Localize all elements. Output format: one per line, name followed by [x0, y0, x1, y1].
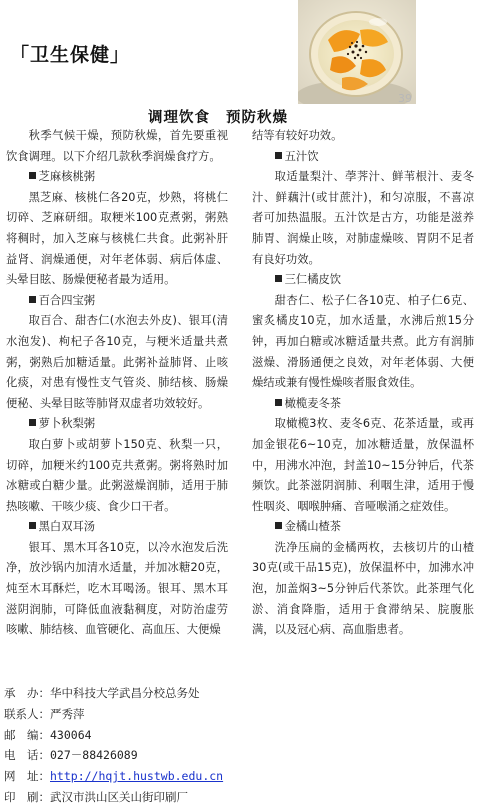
- imprint-value: 武汉市洪山区关山街印刷厂: [50, 789, 188, 804]
- right-column: [252, 126, 474, 641]
- recipe-heading-text: 百合四宝粥: [38, 293, 96, 307]
- recipe-paragraph: 甜杏仁、松子仁各10克、柏子仁6克、蜜炙橘皮10克，加水适量，水沸后煎15分钟，再加白糖或冰糖适量共煮。此方有润肺滋燥、滑肠通便之良效，对年老体弱、大便燥结或兼有慢性燥咳者服食效佳。: [252, 293, 474, 390]
- recipe-heading: [6, 414, 228, 435]
- square-bullet-icon: [275, 399, 282, 406]
- article-title-part2: 预防秋燥: [226, 109, 288, 126]
- page-number: 39: [398, 92, 412, 105]
- imprint-block: [4, 683, 223, 808]
- imprint-printer: [4, 787, 223, 808]
- recipe-paragraph: 取白萝卜或胡萝卜150克、秋梨一只，切碎，加粳米约100克共煮粥。粥将熟时加冰糖或白糖少量。此粥滋燥润肺，适用于肺热咳嗽、干咳少痰、食少口干者。: [6, 437, 228, 513]
- dessert-illustration: [298, 0, 416, 104]
- left-column: [6, 126, 228, 641]
- imprint-value: 严秀萍: [50, 706, 85, 721]
- intro-paragraph: 秋季气候干燥，预防秋燥，首先要重视饮食调理。以下介绍几款秋季润燥食疗方。: [6, 129, 228, 163]
- recipe-heading-text: 黑白双耳汤: [38, 520, 96, 534]
- imprint-value: 430064: [50, 727, 92, 742]
- recipe-paragraph: 取橄榄3枚、麦冬6克、花茶适量，或再加金银花6~10克，加冰糖适量，放保温杯中，用沸水冲泡，封盖10~15分钟后，代茶频饮。此茶滋阴润肺、利咽生津，适用于慢性咽炎、咽喉肿痛、音哑喉涌之症效佳。: [252, 417, 474, 513]
- recipe-heading-text: 萝卜秋梨粥: [38, 417, 96, 431]
- recipe-heading: [6, 291, 228, 312]
- imprint-phone: [4, 745, 223, 766]
- recipe-heading-text: 橄榄麦冬茶: [284, 396, 342, 410]
- recipe-heading-text: 五汁饮: [284, 149, 319, 163]
- recipe-paragraph: 黑芝麻、核桃仁各20克，炒熟，将桃仁切碎、芝麻研细。取粳米100克煮粥，粥熟将稠时，加入芝麻与核桃仁共食。此粥补肝益肾、润燥通便，对年老体弱、病后体虚、头晕目眩、肠燥便秘者最为适用。: [6, 190, 228, 287]
- square-bullet-icon: [275, 275, 282, 282]
- continued-paragraph: 结等有较好功效。: [252, 129, 343, 142]
- article-title-part1: 调理饮食: [148, 109, 210, 126]
- square-bullet-icon: [29, 522, 36, 529]
- recipe-paragraph: 洗净压扁的金橘两枚，去核切片的山楂30克(或干品15克)，放保温杯中，加沸水冲泡，加盖焖3~5分钟后代茶饮。此茶理气化淤、消食降脂，适用于食滞纳呆、脘腹胀满，以及冠心病、高血脂患者。: [252, 540, 474, 637]
- recipe-heading-text: 三仁橘皮饮: [284, 273, 342, 287]
- imprint-contact: [4, 704, 223, 725]
- recipe-paragraph: 银耳、黑木耳各10克，以冷水泡发后洗净，放沙锅内加清水适量，并加冰糖20克，炖至木耳酥烂，吃木耳喝汤。银耳、黑木耳滋阴润肺，可降低血液黏稠度，对防治虚劳咳嗽、肺结核、血管硬化、高血压、大便燥: [6, 540, 228, 637]
- square-bullet-icon: [29, 419, 36, 426]
- recipe-paragraph: 取适量梨汁、荸荠汁、鲜苇根汁、麦冬汁、鲜藕汁(或甘蔗汁)，和匀凉服，不喜凉者可加热温服。五汁饮是古方，功能是滋养肺胃、润燥止咳，对肺虚燥咳、胃阴不足者有良好功效。: [252, 170, 474, 266]
- article-title: [148, 106, 288, 127]
- square-bullet-icon: [275, 152, 282, 159]
- website-link[interactable]: http://hqjt.hustwb.edu.cn: [50, 769, 224, 784]
- imprint-organizer: [4, 683, 223, 704]
- imprint-label: 电 话：: [4, 748, 50, 763]
- recipe-heading: [252, 270, 474, 291]
- square-bullet-icon: [29, 296, 36, 303]
- recipe-heading: [6, 517, 228, 538]
- square-bullet-icon: [29, 172, 36, 179]
- imprint-label: 邮 编：: [4, 727, 50, 742]
- imprint-website: [4, 766, 223, 787]
- recipe-heading: [252, 394, 474, 415]
- square-bullet-icon: [275, 522, 282, 529]
- imprint-label: 网 址：: [4, 769, 50, 784]
- imprint-label: 印 刷：: [4, 789, 50, 804]
- dessert-photo: [298, 0, 416, 104]
- section-tag: 「卫生保健」: [10, 44, 131, 66]
- imprint-label: 承 办：: [4, 686, 50, 700]
- recipe-heading: [252, 147, 474, 168]
- recipe-paragraph: 取百合、甜杏仁(水泡去外皮)、银耳(清水泡发)、枸杞子各10克，与粳米适量共煮粥，粥熟后加糖适量。此粥补益肺肾、止咳化痰，对患有慢性支气管炎、肺结核、肠燥便秘、头晕目眩等肺肾双虚者功效较好。: [6, 314, 228, 410]
- recipe-heading: [6, 167, 228, 188]
- imprint-value: 华中科技大学武昌分校总务处: [50, 686, 200, 700]
- recipe-heading-text: 金橘山楂茶: [284, 520, 342, 534]
- recipe-heading: [252, 517, 474, 538]
- imprint-postcode: [4, 725, 223, 746]
- recipe-heading-text: 芝麻核桃粥: [38, 170, 96, 184]
- imprint-value: 027－88426089: [50, 748, 138, 763]
- imprint-label: 联系人：: [4, 706, 50, 721]
